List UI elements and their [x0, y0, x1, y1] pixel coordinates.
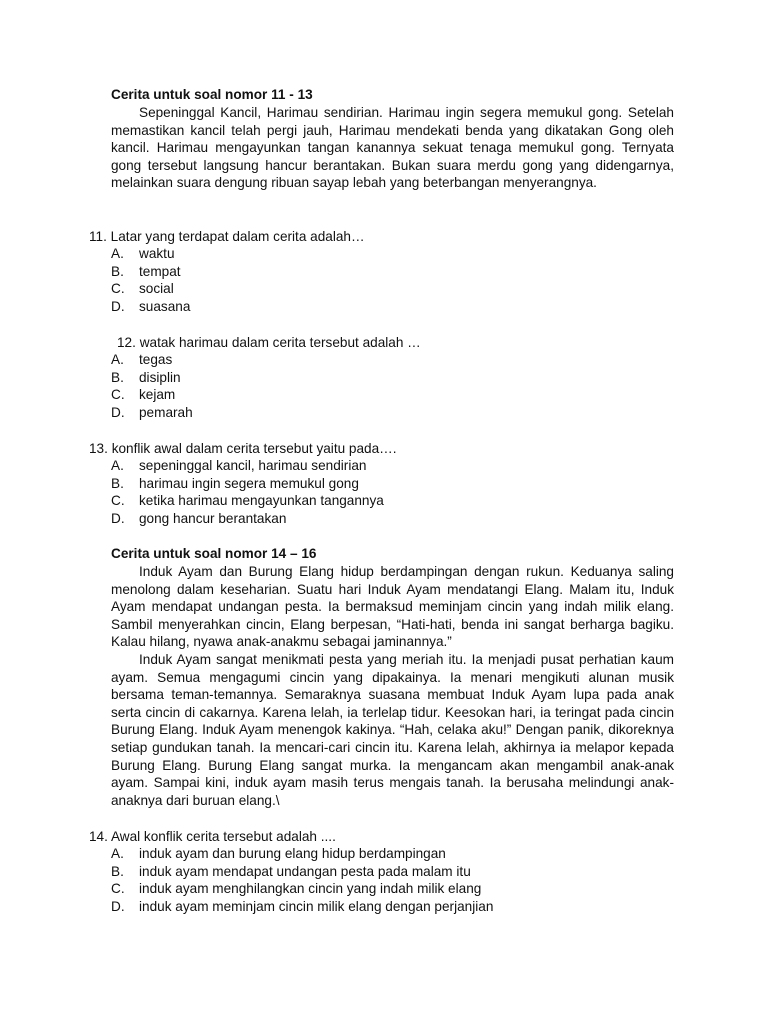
story-title-11-13: Cerita untuk soal nomor 11 - 13 — [111, 87, 313, 102]
question-14 — [89, 828, 336, 846]
question-12 — [117, 334, 421, 352]
option-11-a: A. waktu — [111, 246, 175, 261]
option-14-d: D. induk ayam meminjam cincin milik elang dengan perjanjian — [111, 898, 494, 914]
option-14-c: C. induk ayam menghilangkan cincin yang indah milik elang — [111, 881, 482, 897]
option-12-b: B. disiplin — [111, 369, 181, 385]
option-13-c: C. ketika harimau mengayunkan tangannya — [111, 493, 384, 509]
option-14-b: B. induk ayam mendapat undangan pesta pada malam itu — [111, 863, 471, 879]
question-11 — [89, 228, 365, 246]
option-11-b: B. tempat — [111, 263, 181, 279]
question-11-number: 11. — [89, 229, 107, 244]
question-13-number: 13. — [89, 441, 108, 456]
question-13 — [89, 440, 397, 458]
question-12-number: 12. — [117, 335, 136, 350]
question-14-text: Awal konflik cerita tersebut adalah .... — [110, 829, 336, 844]
question-11-options — [111, 245, 190, 315]
option-14-a: A. induk ayam dan burung elang hidup berdampingan — [111, 846, 446, 861]
story-paragraph-ayam-2-text: Induk Ayam sangat menikmati pesta yang meriah itu. Ia menjadi pusat perhatian kaum ayam. Semua mengagumi cincin yang dipakainya. Ia menari mengikuti alunan musik bersama teman-temannya. Semaraknya suasana membuat Induk Ayam lupa pada anak serta cincin di cakarnya. Karena lelah, ia terlelap tidur. Keesokan hari, ia teringat pada cincin Burung Elang. Induk Ayam menengok kakinya. “Hah, celaka aku!” Dengan panik, dikoreknya setiap gundukan tanah. Ia mencari-cari cincin itu. Karena lelah, akhirnya ia melapor kepada Burung Elang. Burung Elang sangat murka. Ia mengancam akan mengambil anak-anak ayam. Sampai kini, induk ayam masih terus mengais tanah. Ia berusaha melindungi anak-anaknya dari buruan elang.\ — [111, 652, 674, 808]
option-13-d: D. gong hancur berantakan — [111, 510, 287, 526]
question-14-options — [111, 845, 493, 915]
story-title-14-16: Cerita untuk soal nomor 14 – 16 — [111, 546, 317, 561]
question-13-text: konflik awal dalam cerita tersebut yaitu pada…. — [111, 441, 397, 456]
option-13-b: B. harimau ingin segera memukul gong — [111, 475, 359, 491]
question-11-text: Latar yang terdapat dalam cerita adalah… — [110, 229, 365, 244]
story-paragraph-kancil — [111, 104, 674, 192]
question-14-number: 14. — [89, 829, 108, 844]
question-12-text: watak harimau dalam cerita tersebut adalah … — [139, 335, 421, 350]
story-paragraph-kancil-text: Sepeninggal Kancil, Harimau sendirian. Harimau ingin segera memukul gong. Setelah memastikan kancil telah pergi jauh, Harimau mendekati benda yang dikatakan Gong oleh kancil. Harimau mengayunkan tangan kanannya sekuat tenaga memukul gong. Ternyata gong tersebut langsung hancur berantakan. Bukan suara merdu gong yang didengarnya, melainkan suara dengung ribuan sayap lebah yang beterbangan menyerangnya. — [111, 105, 674, 191]
story-paragraph-ayam-1 — [111, 563, 674, 651]
story-paragraph-ayam-1-text: Induk Ayam dan Burung Elang hidup berdampingan dengan rukun. Keduanya saling menolong dalam keseharian. Suatu hari Induk Ayam mendatangi Elang. Malam itu, Induk Ayam mendapat undangan pesta. Ia bermaksud meminjam cincin yang indah milik elang. Sambil menyerahkan cincin, Elang berpesan, “Hati-hati, benda ini sangat berharga bagiku. Kalau hilang, nyawa anak-anakmu sebagai jaminannya.” — [111, 564, 674, 650]
option-13-a: A. sepeninggal kancil, harimau sendirian — [111, 458, 367, 473]
option-11-c: C. social — [111, 281, 174, 297]
question-13-options — [111, 457, 384, 527]
question-12-options — [111, 351, 193, 421]
option-12-d: D. pemarah — [111, 404, 193, 420]
option-12-c: C. kejam — [111, 387, 176, 403]
story-paragraph-ayam-2 — [111, 651, 674, 809]
option-12-a: A. tegas — [111, 352, 173, 367]
option-11-d: D. suasana — [111, 298, 191, 314]
